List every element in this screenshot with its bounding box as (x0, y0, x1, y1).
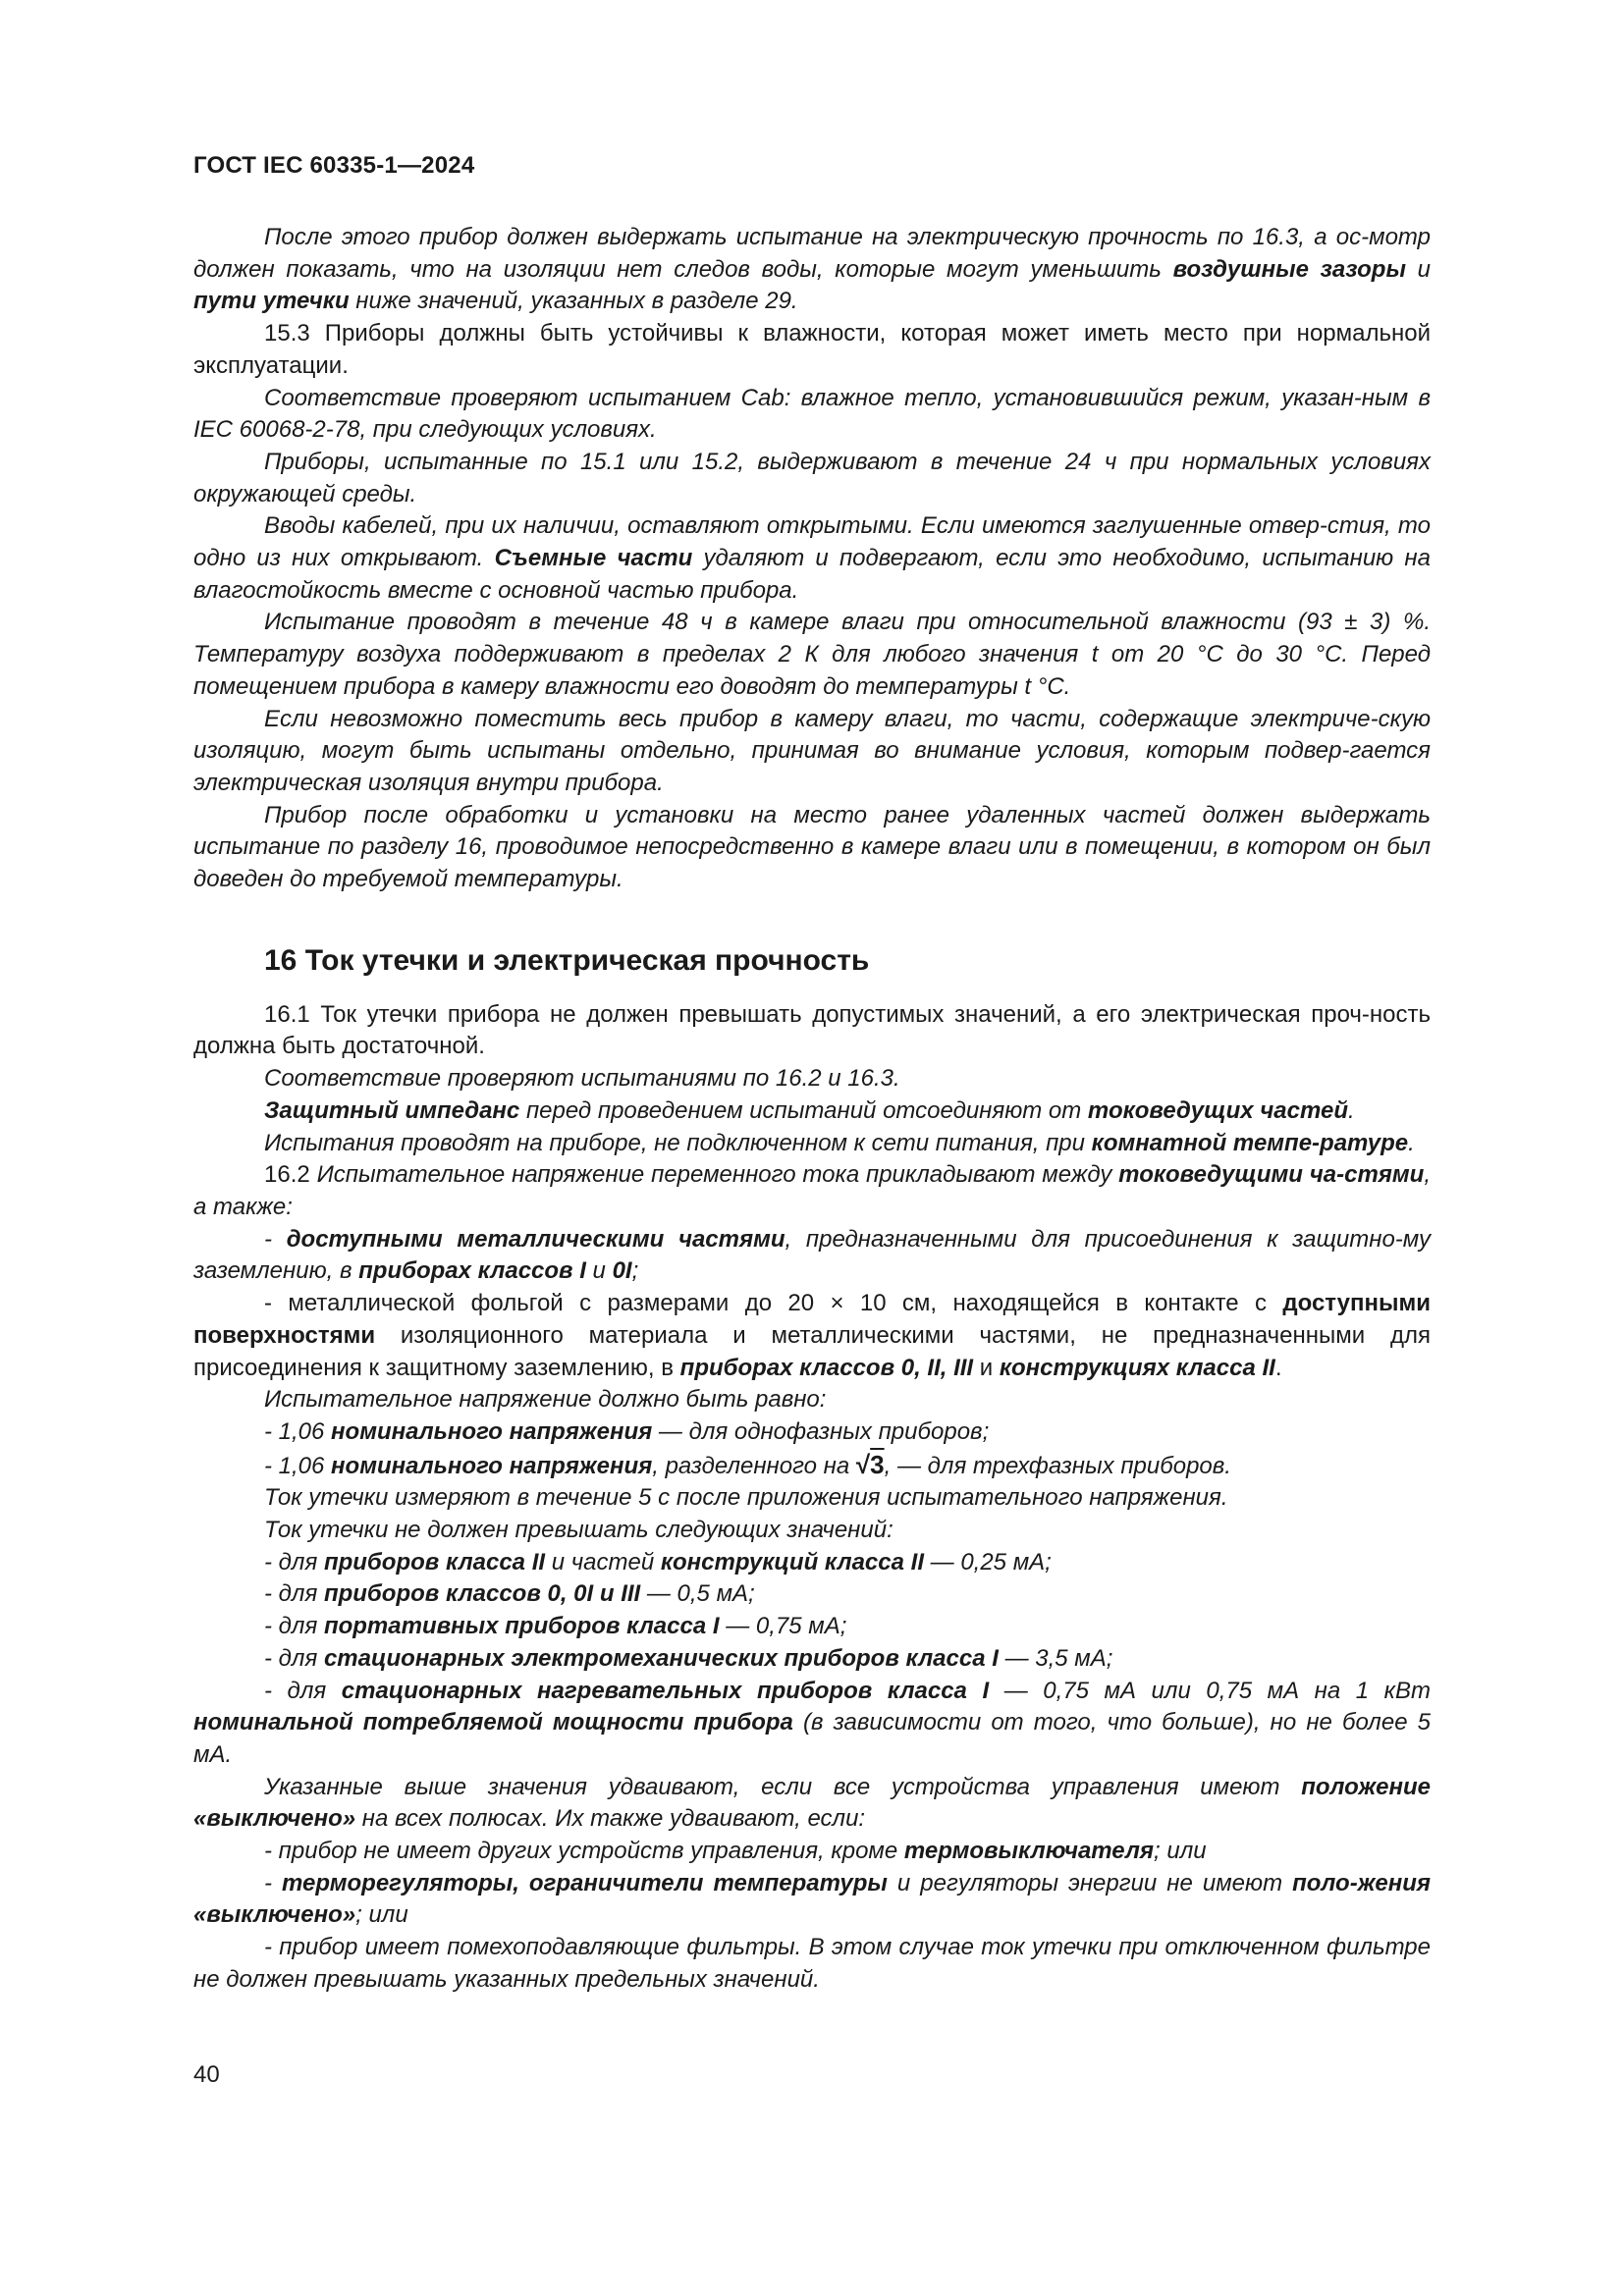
paragraph-limit-values: Ток утечки не должен превышать следующих значений: (264, 1517, 893, 1544)
document-code-header: ГОСТ IEC 60335-1—2024 (193, 152, 475, 179)
list-item-stationary-motor-class-i: - для стационарных электромеханических приборов класса I — 3,5 мА; (264, 1644, 1113, 1672)
list-item-class-0-0i-iii: - для приборов классов 0, 0I и III — 0,5 мА; (264, 1580, 755, 1608)
paragraph-16-2: 16.2 Испытательное напряжение переменного тока прикладывают между токоведущими ча-стями, а также: (193, 1161, 1431, 1220)
paragraph-compliance-16: Соответствие проверяют испытаниями по 16.2 и 16.3. (264, 1065, 900, 1093)
paragraph-16-1: 16.1 Ток утечки прибора не должен превышать допустимых значений, а его электрическая проч-ность должна быть достаточной. (193, 1000, 1431, 1060)
list-item-rfi-filters: - прибор имеет помехоподавляющие фильтры. В этом случае ток утечки при отключенном фильтре не должен превышать указанных предельных значений. (193, 1934, 1431, 1993)
list-item-single-phase: - 1,06 номинального напряжения — для однофазных приборов; (264, 1417, 990, 1445)
page-number: 40 (193, 2061, 220, 2088)
page-content (193, 222, 1431, 1997)
paragraph-cable-entries: Вводы кабелей, при их наличии, оставляют открытыми. Если имеются заглушенные отвер-стия, то одно из них открывают. Съемные части удаляют и подвергают, если это необходимо, испытанию на влагостойкость вместе с основной частью прибора. (193, 512, 1431, 604)
paragraph-dielectric-after-test: После этого прибор должен выдержать испытание на электрическую прочность по 16.3, а ос-мотр должен показать, что на изоляции нет следов воды, которые могут уменьшить воздушные зазоры и пути утечки ниже значений, указанных в разделе 29. (193, 224, 1432, 315)
paragraph-measure-5s: Ток утечки измеряют в течение 5 с после приложения испытательного напряжения. (264, 1484, 1228, 1512)
paragraph-room-temperature: Испытания проводят на приборе, не подключенном к сети питания, при комнатной темпе-ратуре. (264, 1129, 1415, 1156)
paragraph-15-3: 15.3 Приборы должны быть устойчивы к влажности, которая может иметь место при нормальной эксплуатации. (193, 320, 1431, 379)
square-root-of-three: √3 (855, 1449, 885, 1479)
paragraph-protective-impedance: Защитный импеданс перед проведением испытаний отсоединяют от токоведущих частей. (264, 1096, 1355, 1124)
list-item-thermostats: - терморегуляторы, ограничители температуры и регуляторы энергии не имеют поло-жения «выключено»; или (193, 1869, 1432, 1929)
paragraph-humidity-48h: Испытание проводят в течение 48 ч в камере влаги при относительной влажности (93 ± 3) %. Температуру воздуха поддерживают в пределах 2 К для любого значения t от 20 °С до 30 °С. Перед помещением прибора в камеру влажности его доводят до температуры t °С. (193, 609, 1431, 700)
list-item-thermal-cutout: - прибор не имеет других устройств управления, кроме термовыключателя; или (264, 1838, 1207, 1865)
paragraph-conditioning-24h: Приборы, испытанные по 15.1 или 15.2, выдерживают в течение 24 ч при нормальных условиях окружающей среды. (193, 448, 1431, 507)
list-item-portable-class-i: - для портативных приборов класса I — 0,75 мА; (264, 1613, 847, 1640)
list-item-three-phase: - 1,06 номинального напряжения, разделенного на √3, — для трехфазных приборов. (264, 1449, 1231, 1479)
list-item-accessible-metal: - доступными металлическими частями, предназначенными для присоединения к защитно-му заземлению, в приборах классов I и 0I; (193, 1225, 1431, 1285)
section-16-heading: 16 Ток утечки и электрическая прочность (264, 943, 870, 977)
paragraph-after-treatment: Прибор после обработки и установки на место ранее удаленных частей должен выдержать испытание по разделу 16, проводимое непосредственно в камере влаги или в помещении, в котором он был доведен до требуемой температуры. (193, 801, 1431, 893)
paragraph-test-voltage: Испытательное напряжение должно быть равно: (264, 1386, 827, 1414)
paragraph-values-doubled: Указанные выше значения удваивают, если все устройства управления имеют положение «выключено» на всех полюсах. Их также удваивают, если: (193, 1773, 1431, 1833)
paragraph-separate-parts: Если невозможно поместить весь прибор в камеру влаги, то части, содержащие электриче-скую изоляцию, могут быть испытаны отдельно, принимая во внимание условия, которым подвер-гается электрическая изоляция внутри прибора. (193, 705, 1431, 796)
list-item-stationary-heating-class-i: - для стационарных нагревательных приборов класса I — 0,75 мА или 0,75 мА на 1 кВт номинальной потребляемой мощности прибора (в зависимости от того, что больше), но не более 5 мА. (193, 1677, 1432, 1768)
list-item-metal-foil: - металлической фольгой с размерами до 20 × 10 см, находящейся в контакте с доступными поверхностями изоляционного материала и металлическими частями, не предназначенными для присоединения к защитному заземлению, в приборах классов 0, II, III и конструкциях класса II. (193, 1290, 1431, 1381)
list-item-class-ii: - для приборов класса II и частей конструкций класса II — 0,25 мА; (264, 1548, 1052, 1575)
paragraph-compliance-cab: Соответствие проверяют испытанием Cab: влажное тепло, установившийся режим, указан-ным в IEC 60068-2-78, при следующих условиях. (193, 384, 1431, 444)
